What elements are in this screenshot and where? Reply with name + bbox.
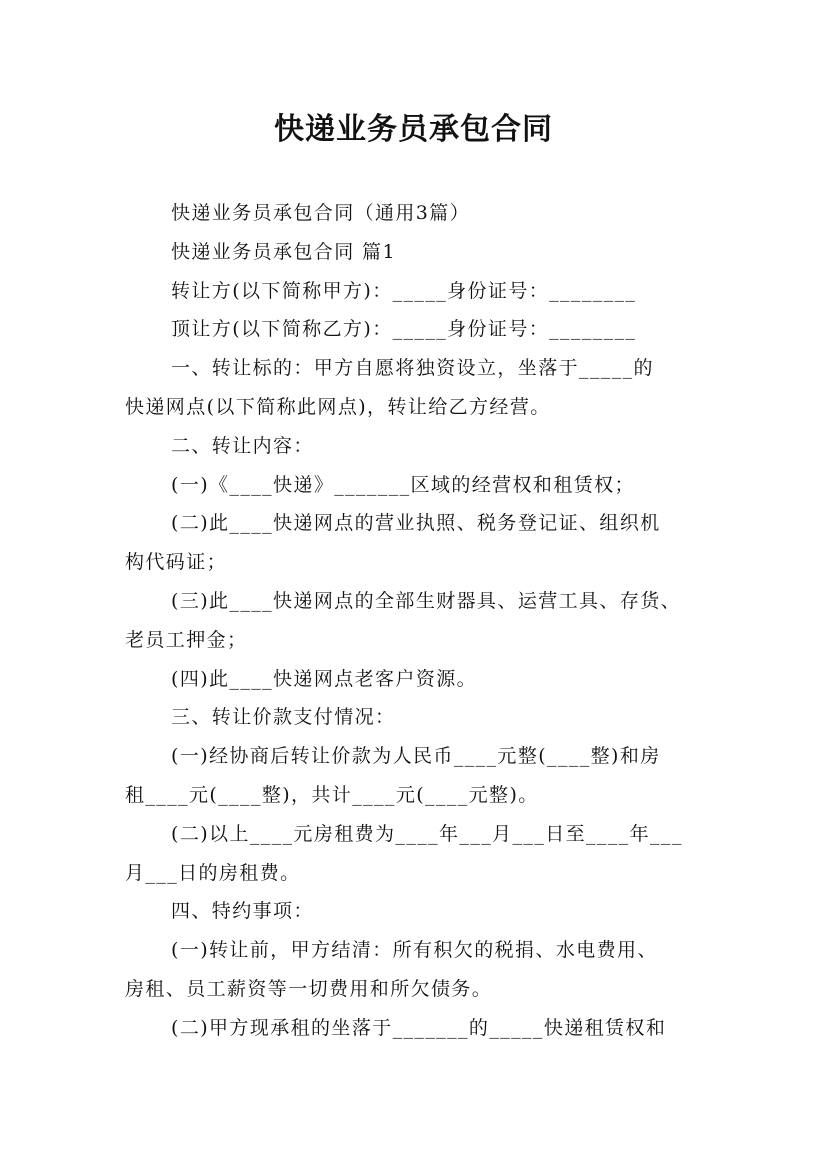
text-line: 租____元(____整)，共计____元(____元整)。 — [125, 783, 539, 806]
text-line: 顶让方(以下简称乙方)：_____身份证号：________ — [171, 318, 637, 341]
text-line: 三、转让价款支付情况： — [171, 706, 396, 729]
text-line: 房租、员工薪资等一切费用和所欠债务。 — [125, 977, 493, 1000]
text-line: 快递业务员承包合同（通用3篇） — [171, 202, 471, 224]
text-line: (二)此____快递网点的营业执照、税务登记证、组织机 — [171, 512, 661, 535]
text-line: 老员工押金； — [125, 628, 248, 651]
text-line: (二)以上____元房租费为____年___月___日至____年___ — [171, 822, 683, 845]
text-line: 快递网点(以下简称此网点)，转让给乙方经营。 — [125, 395, 551, 418]
text-line: 一、转让标的：甲方自愿将独资设立，坐落于_____的 — [171, 357, 654, 380]
text-line: 四、特约事项： — [171, 900, 314, 923]
document-body — [125, 194, 710, 1048]
text-line: 二、转让内容： — [171, 434, 314, 457]
text-line: (一)《____快递》_______区域的经营权和租赁权； — [171, 473, 635, 496]
text-line: 转让方(以下简称甲方)：_____身份证号：________ — [171, 279, 637, 302]
text-line: (四)此____快递网点老客户资源。 — [171, 667, 478, 690]
text-line: (一)经协商后转让价款为人民币____元整(____整)和房 — [171, 745, 661, 768]
text-line: (二)甲方现承租的坐落于_______的_____快递租赁权和 — [171, 1016, 667, 1039]
text-line: 月___日的房租费。 — [125, 861, 301, 884]
document-title: 快递业务员承包合同 — [274, 112, 553, 147]
text-line: (三)此____快递网点的全部生财器具、运营工具、存货、 — [171, 589, 682, 612]
text-line: 快递业务员承包合同 篇1 — [171, 240, 396, 263]
text-line: 构代码证； — [125, 551, 228, 574]
text-line: (一)转让前，甲方结清：所有积欠的税捐、水电费用、 — [171, 939, 658, 962]
